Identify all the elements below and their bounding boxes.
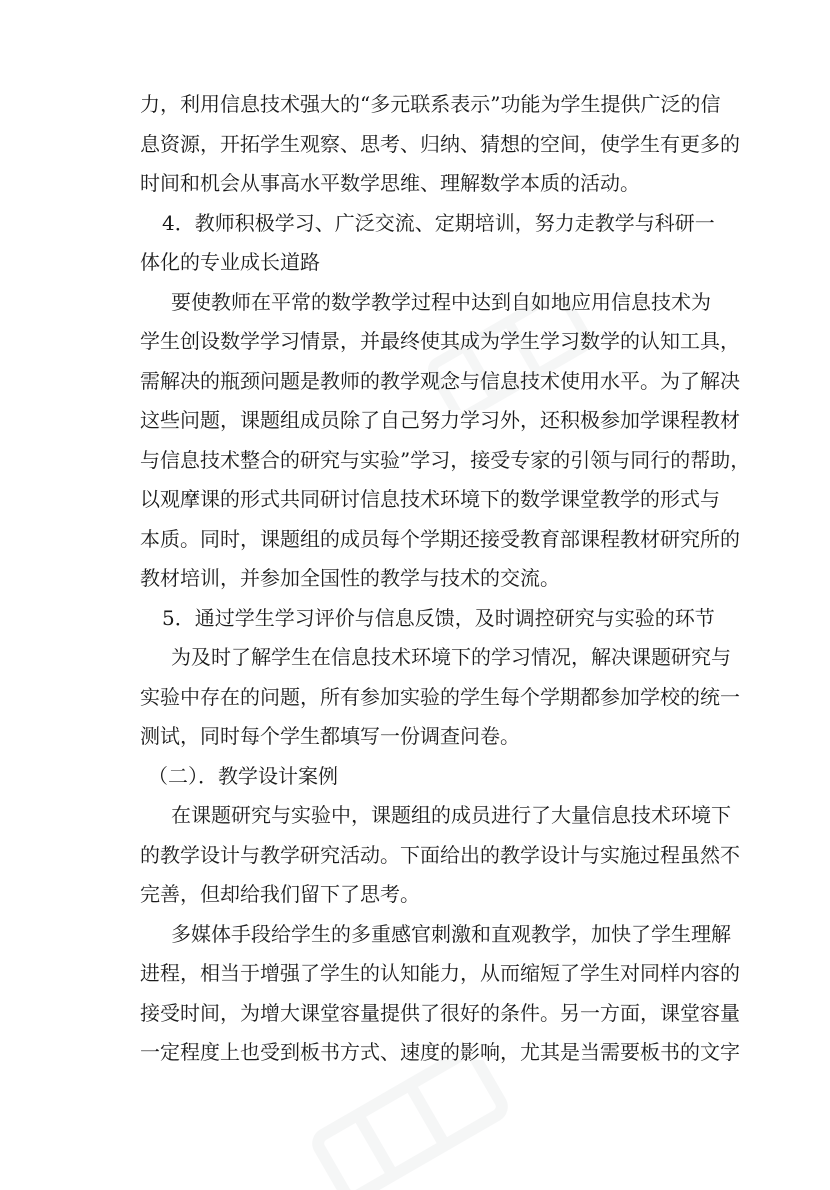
- text-line: 这些问题，课题组成员除了自己努力学习外，还积极参加学课程教材: [140, 408, 740, 432]
- text-line: 本质。同时，课题组的成员每个学期还接受教育部课程教材研究所的: [140, 526, 740, 551]
- text-line: 时间和机会从事高水平数学思维、理解数学本质的活动。: [140, 171, 640, 195]
- text-line: 的教学设计与教学研究活动。下面给出的教学设计与实施过程虽然不: [140, 842, 740, 867]
- section-heading-5: 5．通过学生学习评价与信息反馈，及时调控研究与实验的环节: [162, 605, 715, 630]
- text-line: 测试，同时每个学生都填写一份调查问卷。: [140, 724, 520, 748]
- text-line: 与信息技术整合的研究与实验”学习，接受专家的引领与同行的帮助，: [140, 447, 751, 472]
- text-line: 息资源，开拓学生观察、思考、归纳、猜想的空间，使学生有更多的: [140, 131, 740, 156]
- text-line: 学生创设数学学习情景，并最终使其成为学生学习数学的认知工具，: [140, 329, 740, 353]
- text-line: 体化的专业成长道路: [140, 250, 320, 274]
- paragraph-start: 要使教师在平常的数学教学过程中达到自如地应用信息技术为: [171, 289, 711, 314]
- watermark-mark-bottom: [300, 1060, 520, 1190]
- text-line: 力，利用信息技术强大的“多元联系表示”功能为学生提供广泛的信: [140, 92, 721, 116]
- text-line: 接受时间，为增大课堂容量提供了很好的条件。另一方面，课堂容量: [140, 1000, 740, 1025]
- text-line: 进程，相当于增强了学生的认知能力，从而缩短了学生对同样内容的: [140, 961, 740, 985]
- text-line: 完善，但却给我们留下了思考。: [140, 882, 420, 906]
- paragraph-start: 多媒体手段给学生的多重感官刺激和直观教学，加快了学生理解: [171, 921, 731, 946]
- body-text: [140, 85, 751, 1073]
- text-line: 教材培训，并参加全国性的教学与技术的交流。: [140, 566, 560, 590]
- paragraph-start: 在课题研究与实验中，课题组的成员进行了大量信息技术环境下: [171, 803, 731, 827]
- section-heading-4: 4．教师积极学习、广泛交流、定期培训，努力走教学与科研一: [162, 210, 715, 235]
- paragraph-start: 为及时了解学生在信息技术环境下的学习情况，解决课题研究与: [171, 645, 731, 669]
- text-line: 一定程度上也受到板书方式、速度的影响，尤其是当需要板书的文字: [140, 1040, 740, 1064]
- text-line: 实验中存在的问题，所有参加实验的学生每个学期都参加学校的统一: [140, 684, 740, 709]
- section-heading-2: （二）．教学设计案例: [148, 763, 338, 788]
- text-line: 以观摩课的形式共同研讨信息技术环境下的数学课堂教学的形式与: [140, 487, 720, 511]
- text-line: 需解决的瓶颈问题是教师的教学观念与信息技术使用水平。为了解决: [140, 368, 740, 393]
